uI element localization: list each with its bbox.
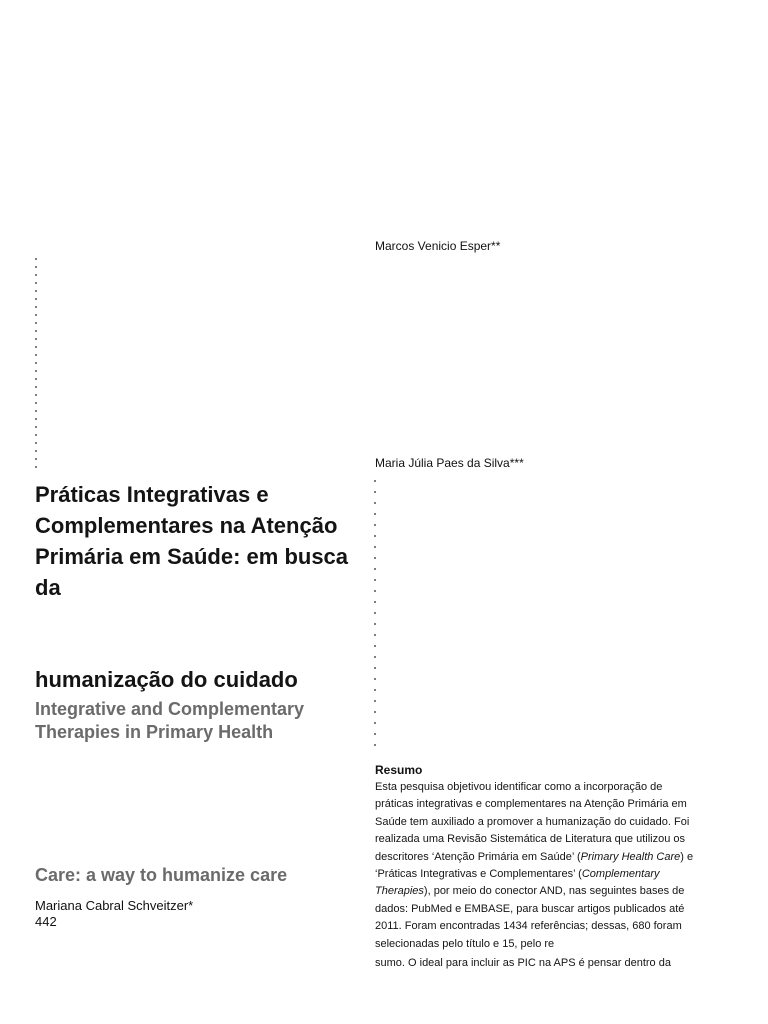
article-title-pt-continued: humanização do cuidado [35, 667, 298, 692]
abstract-line: Saúde tem auxiliado a promover a humanização do cuidado. Foi [375, 815, 690, 828]
dot [374, 656, 376, 658]
dot [35, 450, 37, 452]
dot [35, 282, 37, 284]
abstract-text: ‘Práticas Integrativas e Complementares’ ( [375, 868, 582, 881]
abstract-italic-term: Primary Health Care [580, 850, 681, 863]
page-number: 442 [35, 914, 57, 929]
dot [374, 711, 376, 713]
abstract-line: dados: PubMed e EMBASE, para buscar artigos publicados até [375, 902, 685, 915]
dot [374, 546, 376, 548]
dot [35, 290, 37, 292]
abstract-text: descritores ‘Atenção Primária em Saúde’ ( [375, 850, 581, 863]
author-name: Maria Júlia Paes da Silva*** [375, 456, 524, 470]
abstract-line: práticas integrativas e complementares na Atenção Primária em [375, 798, 687, 811]
dot [35, 426, 37, 428]
dot [35, 466, 37, 468]
dot [374, 744, 376, 746]
article-title-en: Integrative and Complementary Therapies in Primary Health [35, 699, 305, 742]
dot [35, 378, 37, 380]
dot [374, 623, 376, 625]
dot [374, 634, 376, 636]
dot [374, 579, 376, 581]
dot [374, 535, 376, 537]
dot [35, 274, 37, 276]
dot [35, 306, 37, 308]
dot [35, 394, 37, 396]
dot [35, 434, 37, 436]
dot [35, 362, 37, 364]
dot [35, 314, 37, 316]
abstract-line: 2011. Foram encontradas 1434 referências; dessas, 680 foram [375, 920, 682, 933]
abstract-line: Esta pesquisa objetivou identificar como a incorporação de [375, 781, 663, 793]
dot [374, 491, 376, 493]
abstract-text: ), por meio do conector AND, nas seguintes bases de [423, 885, 685, 898]
dot [374, 524, 376, 526]
dot [35, 402, 37, 404]
article-title-pt: Práticas Integrativas e Complementares na Atenção Primária em Saúde: em busca da [35, 482, 349, 600]
abstract-continued: sumo. O ideal para incluir as PIC na APS é pensar dentro da [375, 957, 671, 969]
dot [35, 338, 37, 340]
dot [374, 502, 376, 504]
dot [35, 346, 37, 348]
left-dot-markers [35, 258, 39, 473]
abstract-line: selecionadas pelo título e 15, pelo re [375, 937, 555, 950]
abstract-line: realizada uma Revisão Sistemática de Literatura que utilizou os [375, 833, 685, 846]
abstract-italic-term: Complementary [581, 868, 660, 881]
dot [374, 568, 376, 570]
dot [35, 386, 37, 388]
dot [35, 410, 37, 412]
abstract-line [375, 883, 720, 900]
article-title-en-continued: Care: a way to humanize care [35, 865, 288, 885]
dot [374, 480, 376, 482]
author-name: Marcos Venicio Esper** [375, 239, 501, 253]
dot [35, 330, 37, 332]
dot [35, 354, 37, 356]
dot [374, 722, 376, 724]
dot [35, 370, 37, 372]
dot [35, 458, 37, 460]
dot [35, 442, 37, 444]
dot [374, 733, 376, 735]
dot [374, 601, 376, 603]
dot [35, 298, 37, 300]
dot [374, 557, 376, 559]
dot [374, 590, 376, 592]
author-name: Mariana Cabral Schveitzer* [35, 898, 194, 913]
dot [35, 418, 37, 420]
abstract-heading: Resumo [375, 763, 423, 777]
right-dot-markers [374, 480, 378, 745]
abstract-text: ) e [680, 850, 694, 863]
abstract-line [375, 849, 720, 866]
abstract-body [375, 779, 720, 953]
dot [374, 645, 376, 647]
abstract-line [375, 866, 720, 883]
dot [35, 258, 37, 260]
dot [374, 612, 376, 614]
dot [35, 322, 37, 324]
abstract-italic-term: Therapies [375, 885, 424, 898]
dot [374, 700, 376, 702]
dot [35, 266, 37, 268]
dot [374, 513, 376, 515]
